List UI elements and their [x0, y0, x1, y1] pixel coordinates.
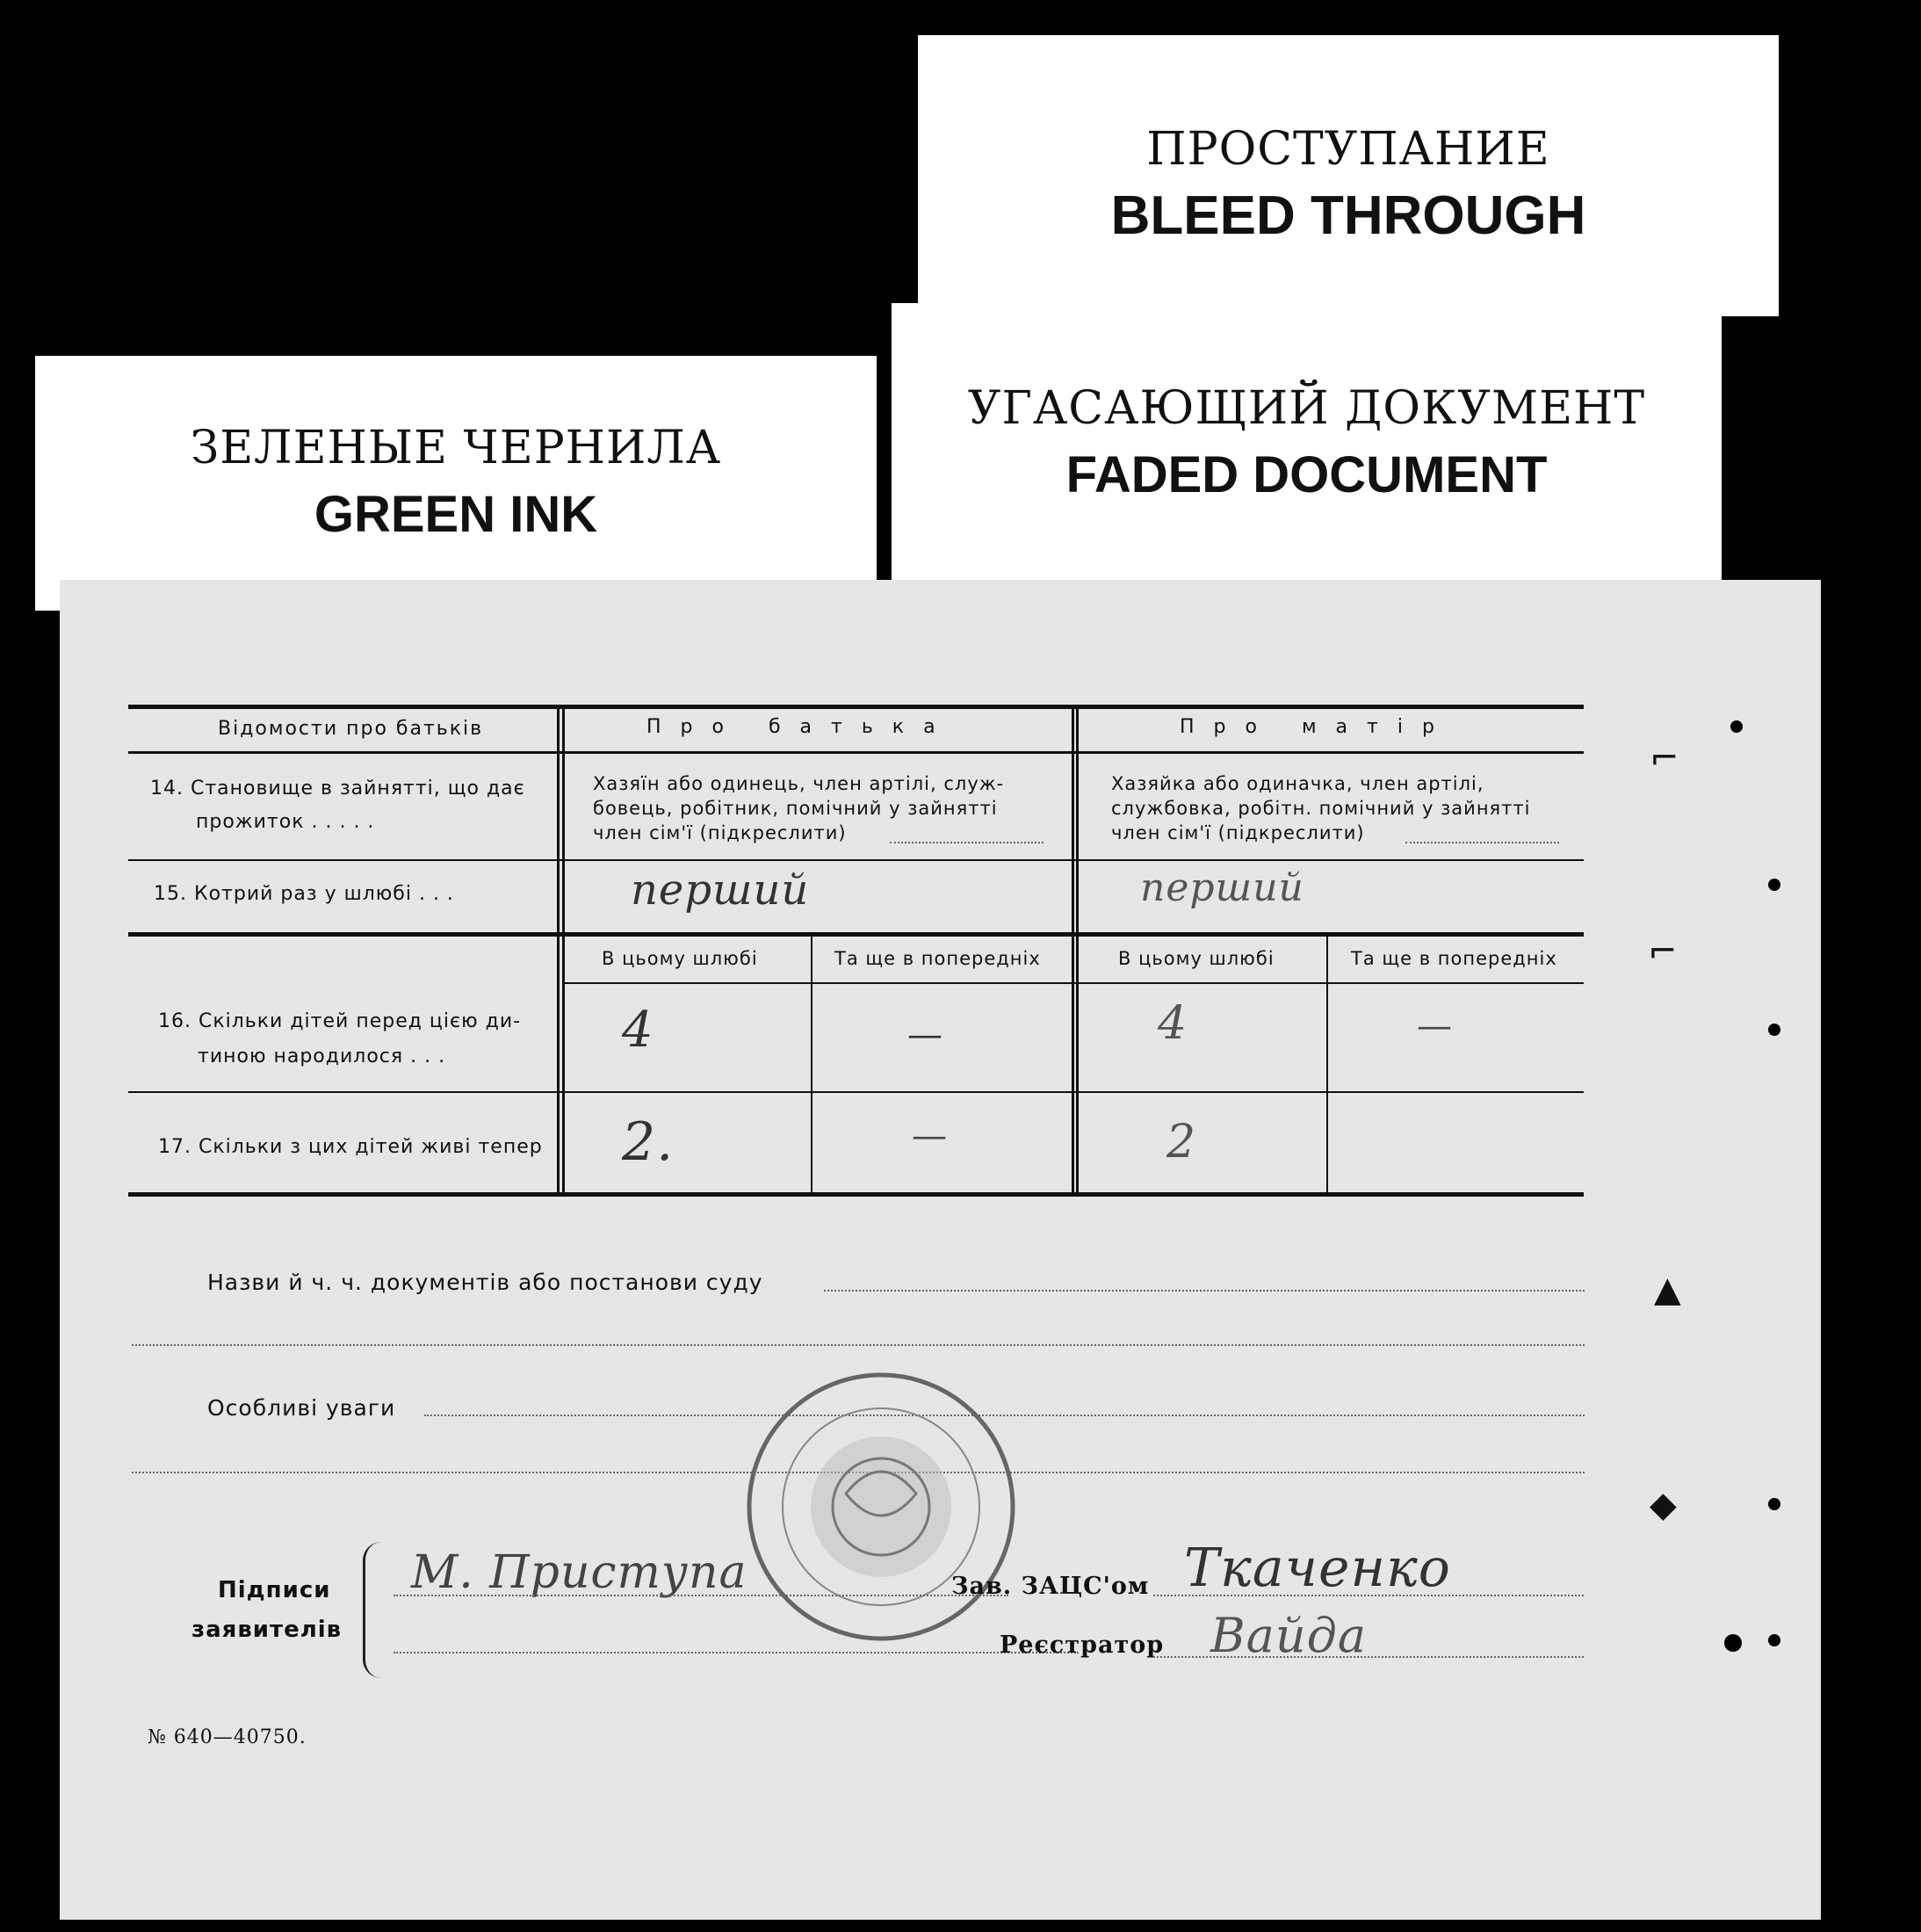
faded-document-en: FADED DOCUMENT [1065, 446, 1548, 503]
tear-mark: ◆ [1650, 1485, 1677, 1525]
col-rule-father-split [811, 934, 812, 1194]
header-parents-info: Відомости про батьків [218, 718, 484, 740]
row16-rule [128, 1091, 1584, 1093]
col-rule-2 [1072, 709, 1074, 1194]
row14-father-line1: Хазяїн або одинець, член артілі, служ- [593, 773, 1005, 794]
row14-father-dotline [890, 842, 1044, 843]
applicant-signature-line-1 [394, 1595, 1008, 1596]
head-signature-line [1153, 1595, 1584, 1596]
tear-mark: ▲ [1654, 1270, 1681, 1310]
registrar-signature: Вайда [1210, 1608, 1368, 1663]
green-ink-en: GREEN INK [314, 486, 598, 543]
row14-mother-line1: Хазяйка або одиначка, член артілі, [1111, 773, 1484, 794]
punch-hole [1768, 879, 1780, 891]
subheader-mother-previous: Та ще в попередніх [1351, 948, 1557, 969]
row15-father-value: перший [631, 865, 810, 915]
row16-label-line1: 16. Скільки дітей перед цією ди- [158, 1010, 522, 1032]
bleed-through-en: BLEED THROUGH [1110, 185, 1586, 246]
header-father: Про батька [646, 716, 955, 738]
bleed-through-label [918, 35, 1779, 316]
signatures-label-line1: Підписи [218, 1577, 331, 1603]
row16-label-line2: тиною народилося . . . [198, 1046, 446, 1067]
punch-hole [1768, 1634, 1780, 1646]
documents-dotline-2 [132, 1344, 1585, 1346]
documents-label: Назви й ч. ч. документів або постанови суду [207, 1270, 763, 1295]
registrar-signature-line [1153, 1656, 1584, 1658]
col-rule-mother-split [1326, 934, 1328, 1194]
row14-rule [128, 859, 1584, 861]
row16-mother-prev: — [1417, 1006, 1453, 1046]
row17-label: 17. Скільки з цих дітей живі тепер [158, 1136, 543, 1158]
col-rule-2b [1076, 709, 1079, 1194]
row14-mother-dotline [1405, 842, 1559, 843]
subheader-father-previous: Та ще в попередніх [834, 948, 1041, 969]
row16-father-this: 4 [622, 1002, 654, 1059]
row14-father-line3: член сім'ї (підкреслити) [593, 822, 847, 843]
tear-mark: ⌐ [1650, 738, 1679, 778]
row15-label: 15. Котрий раз у шлюбі . . . [154, 883, 454, 905]
row15-rule [128, 932, 1584, 937]
registry-form [60, 580, 1821, 1920]
subheader-father-this: В цьому шлюбі [602, 948, 758, 969]
applicant-signature-line-2 [394, 1652, 1079, 1653]
bleed-through-ru: ПРОСТУПАНИЕ [1146, 123, 1550, 176]
official-stamp [736, 1362, 1026, 1652]
form-number: № 640—40750. [148, 1726, 307, 1748]
row14-father-line2: бовець, робітник, помічний у зайнятті [593, 798, 998, 819]
row16-father-prev: — [907, 1015, 943, 1055]
head-of-registry-signature: Ткаченко [1184, 1538, 1451, 1599]
row16-mother-this: 4 [1158, 997, 1188, 1050]
table-top-rule [128, 705, 1584, 709]
row15-mother-value: перший [1140, 865, 1304, 910]
applicant-signature: М. Приступа [411, 1546, 747, 1599]
tear-mark: ⌐ [1648, 931, 1678, 972]
subheader-rule [565, 982, 1584, 984]
green-ink-label [35, 356, 877, 611]
header-rule [128, 751, 1584, 754]
row17-father-this: 2. [622, 1111, 675, 1173]
punch-hole [1768, 1498, 1780, 1510]
head-of-registry-label: Зав. ЗАЦС'ом [951, 1573, 1150, 1600]
row17-mother-this: 2 [1166, 1116, 1197, 1169]
header-mother: Про матір [1180, 716, 1454, 738]
table-bottom-rule [128, 1192, 1584, 1197]
row14-label-line1: 14. Становище в зайнятті, що дає [150, 778, 525, 800]
faded-document-ru: УГАСАЮЩИЙ ДОКУМЕНТ [967, 382, 1646, 435]
row14-label-line2: прожиток . . . . . [196, 811, 375, 833]
subheader-mother-this: В цьому шлюбі [1118, 948, 1275, 969]
faded-document-label [892, 303, 1722, 593]
registrar-label: Реєстратор [1000, 1632, 1165, 1659]
punch-hole [1768, 1024, 1780, 1036]
green-ink-ru: ЗЕЛЕНЫЕ ЧЕРНИЛА [190, 422, 722, 474]
punch-hole [1730, 720, 1743, 733]
signature-bracket [363, 1542, 381, 1678]
notes-label: Особливі уваги [207, 1395, 396, 1421]
col-rule-1 [557, 709, 560, 1194]
documents-dotline-1 [824, 1290, 1585, 1292]
row17-father-prev: — [912, 1116, 948, 1156]
row14-mother-line3: член сім'ї (підкреслити) [1111, 822, 1365, 843]
signatures-label-line2: заявителів [191, 1617, 343, 1643]
row14-mother-line2: службовка, робітн. помічний у зайнятті [1111, 798, 1531, 819]
punch-hole [1724, 1634, 1742, 1652]
col-rule-1b [562, 709, 565, 1194]
